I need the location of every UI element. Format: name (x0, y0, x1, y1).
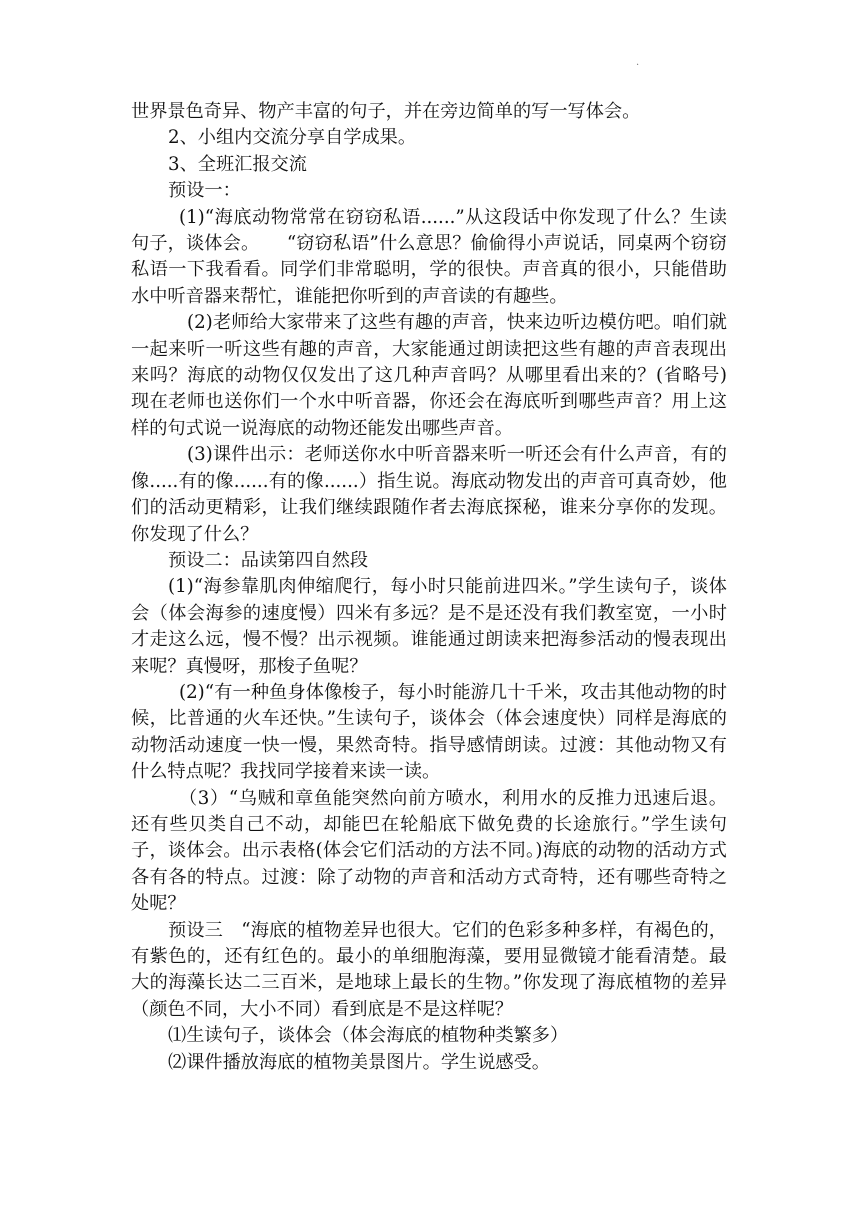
preset-2-heading: 预设二：品读第四自然段 (168, 549, 369, 571)
document-body (131, 99, 727, 1076)
preset-2-item-1: (1)“海参靠肌肉伸缩爬行，每小时只能前进四米。”学生读句子，谈体会（体会海参的速度慢）四米有多远？是不是还没有我们教室宽，一小时才走这么远，慢不慢？出示视频。谁能通过朗读来把海参活动的慢表现出来呢？真慢呀，那梭子鱼呢？ (131, 576, 727, 677)
preset-1-item-3: (3)课件出示：老师送你水中听音器来听一听还会有什么声音，有的像.....有的像......有的像......）指生说。海底动物发出的声音可真奇妙，他们的活动更精彩，让我们继续跟随作者去海底探秘，谁来分享你的发现。你发现了什么？ (131, 444, 727, 545)
preset-3-paragraph: 预设三 “海底的植物差异也很大。它们的色彩多种多样，有褐色的，有紫色的，还有红色的。最小的单细胞海藻，要用显微镜才能看清楚。最大的海藻长达二三百米，是地球上最长的生物。”你发现了海底植物的差异（颜色不同，大小不同）看到底是不是这样呢？ (131, 919, 727, 1020)
paragraph-continuation: 世界景色奇异、物产丰富的句子，并在旁边简单的写一写体会。 (131, 101, 641, 122)
page-mark: . (636, 57, 640, 68)
step-3: 3、全班汇报交流 (168, 153, 307, 175)
preset-1-item-2: (2)老师给大家带来了这些有趣的声音，快来边听边模仿吧。咱们就一起来听一听这些有趣的声音，大家能通过朗读把这些有趣的声音表现出来吗？海底的动物仅仅发出了这几种声音吗？从哪里看出来的？(省略号)现在老师也送你们一个水中听音器，你还会在海底听到哪些声音？用上这样的句式说一说海底的动物还能发出哪些声音。 (131, 312, 727, 439)
preset-2-item-3: （3）“乌贼和章鱼能突然向前方喷水，利用水的反推力迅速后退。还有些贝类自己不动，却能巴在轮船底下做免费的长途旅行。”学生读句子，谈体会。出示表格(体会它们活动的方法不同。)海底的动物的活动方式各有各的特点。过渡：除了动物的声音和活动方式奇特，还有哪些奇特之处呢？ (131, 787, 727, 915)
preset-2-item-2: (2)“有一种鱼身体像梭子，每小时能游几十千米，攻击其他动物的时候，比普通的火车还快。”生读句子，谈体会（体会速度快）同样是海底的动物活动速度一快一慢，果然奇特。指导感情朗读。过渡：其他动物又有什么特点呢？我找同学接着来读一读。 (131, 681, 727, 783)
preset-1-item-1: (1)“海底动物常常在窃窃私语......”从这段话中你发现了什么？生读句子，谈体会。 “窃窃私语”什么意思？偷偷得小声说话，同桌两个窃窃私语一下我看看。同学们非常聪明，学的很快。声音真的很小，只能借助水中听音器来帮忙，谁能把你听到的声音读的有趣些。 (131, 206, 727, 307)
step-2: 2、小组内交流分享自学成果。 (168, 127, 417, 149)
preset-1-heading: 预设一： (168, 180, 241, 202)
preset-3-item-1: ⑴生读句子，谈体会（体会海底的植物种类繁多） (168, 1025, 569, 1047)
preset-3-item-2: ⑵课件播放海底的植物美景图片。学生说感受。 (168, 1051, 550, 1073)
